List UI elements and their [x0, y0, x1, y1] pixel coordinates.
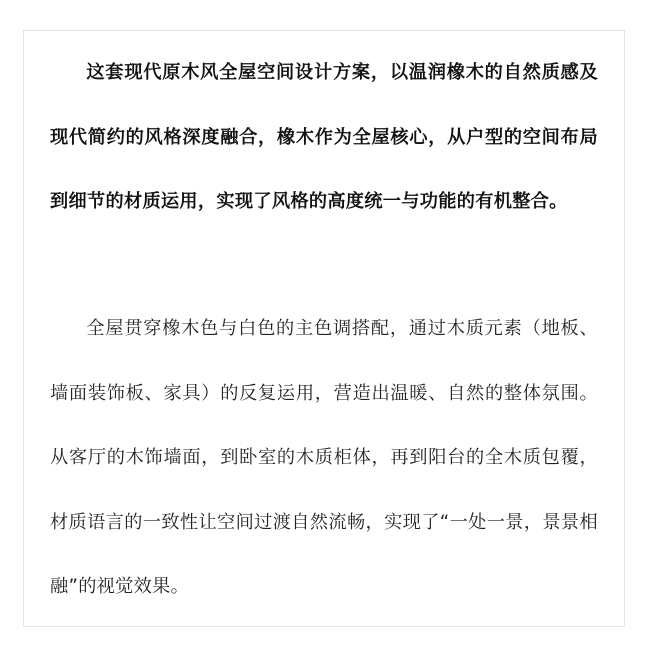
intro-paragraph: 这套现代原木风全屋空间设计方案，以温润橡木的自然质感及现代简约的风格深度融合，橡木作为全屋核心，从户型的空间布局到细节的材质运用，实现了风格的高度统一与功能的有机整合。: [50, 62, 598, 212]
body-paragraph: 全屋贯穿橡木色与白色的主色调搭配，通过木质元素（地板、墙面装饰板、家具）的反复运用，营造出温暖、自然的整体氛围。从客厅的木饰墙面，到卧室的木质柜体，再到阳台的全木质包覆，材质语言的一致性让空间过渡自然流畅，实现了“一处一景，景景相融”的视觉效果。: [50, 318, 598, 597]
article-card: [23, 30, 625, 627]
